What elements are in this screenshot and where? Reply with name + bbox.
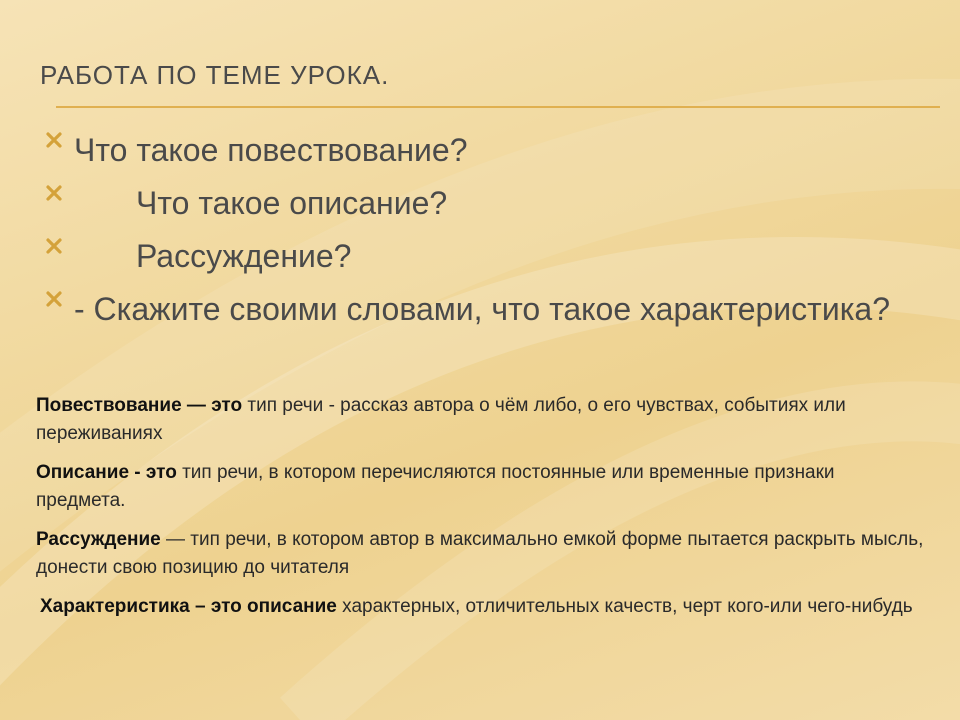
definition-term: Характеристика – это описание (40, 596, 337, 617)
bullet-text: Что такое повествование? (74, 132, 468, 168)
bullet-text: Что такое описание? (136, 185, 448, 221)
x-mark-bullet-icon (44, 289, 64, 309)
bullet-item (40, 289, 920, 329)
bullet-item (40, 183, 920, 223)
definition-opisanie (36, 459, 926, 515)
definition-povestvovanie (36, 392, 926, 448)
bullet-list (40, 130, 920, 329)
title-divider (56, 106, 940, 108)
bullet-item (40, 236, 920, 276)
definition-harakteristika (36, 593, 926, 621)
definition-term: Повествование — это (36, 395, 243, 416)
definition-body: тип речи - рассказ автора о чём либо, о его чувствах, событиях или переживаниях (36, 395, 846, 444)
x-mark-bullet-icon (44, 130, 64, 150)
definition-term: Рассуждение (36, 529, 161, 550)
bullet-text: Рассуждение? (136, 238, 352, 274)
bullet-text: - Скажите своими словами, что такое характеристика? (74, 291, 890, 327)
bullet-item (40, 130, 920, 170)
definition-body: — тип речи, в котором автор в максимально емкой форме пытается раскрыть мысль, донести свою позицию до читателя (36, 529, 924, 578)
definitions-block (36, 392, 926, 621)
definition-body: тип речи, в котором перечисляются постоянные или временные признаки предмета. (36, 462, 835, 511)
x-mark-bullet-icon (44, 183, 64, 203)
definition-rassuzhdenie (36, 526, 926, 582)
definition-body: характерных, отличительных качеств, черт кого-или чего-нибудь (336, 596, 913, 617)
slide-title: РАБОТА ПО ТЕМЕ УРОКА. (40, 60, 390, 90)
definition-term: Описание - это (36, 462, 177, 483)
x-mark-bullet-icon (44, 236, 64, 256)
